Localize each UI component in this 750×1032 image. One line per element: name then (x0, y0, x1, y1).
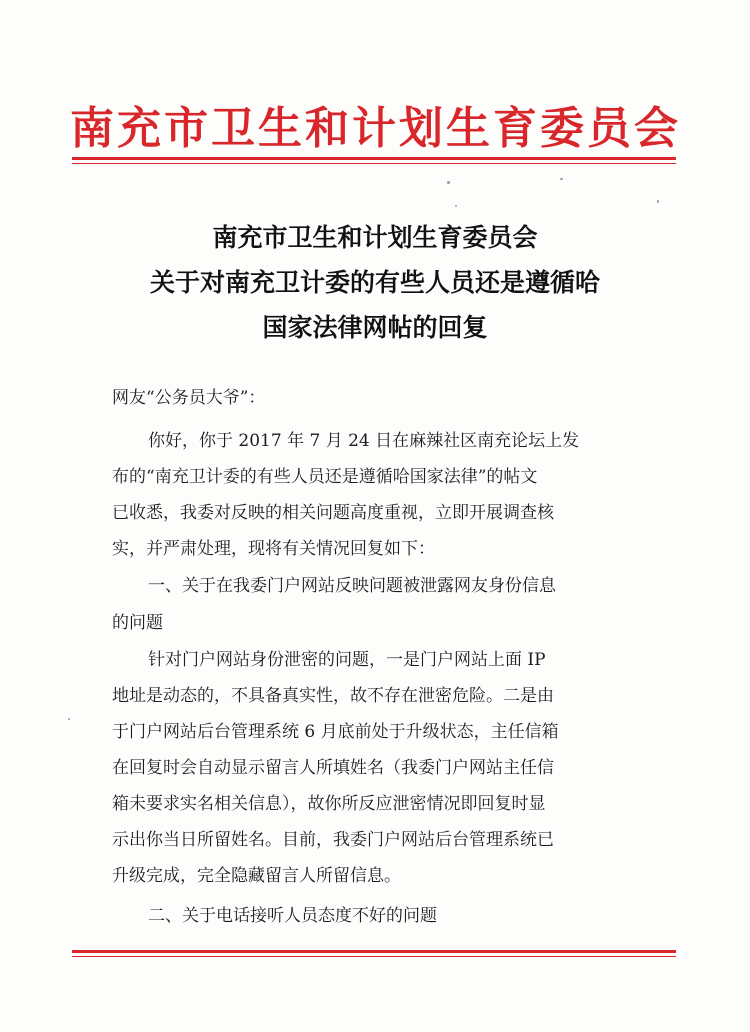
para2-line-1: 针对门户网站身份泄密的问题，一是门户网站上面 IP (148, 650, 546, 670)
footer-rule-thick (72, 950, 676, 953)
para2-line-2: 地址是动态的，不具备真实性，故不存在泄密危险。二是由 (112, 686, 554, 706)
para2-line-7: 升级完成，完全隐藏留言人所留信息。 (112, 866, 401, 886)
para1-line-4: 实，并严肃处理，现将有关情况回复如下： (112, 539, 435, 559)
para2-line-3: 于门户网站后台管理系统 6 月底前处于升级状态，主任信箱 (112, 722, 559, 742)
scan-speck (560, 178, 563, 180)
heading1-line-2: 的问题 (112, 613, 163, 633)
scan-speck (447, 181, 450, 184)
scan-speck (657, 200, 659, 203)
scan-speck (455, 205, 457, 207)
letterhead-org-name: 南充市卫生和计划生育委员会 (70, 103, 681, 154)
footer-rule-thin (72, 956, 676, 957)
letter-body (112, 380, 637, 940)
heading1-line-1: 一、关于在我委门户网站反映问题被泄露网友身份信息 (148, 576, 556, 596)
para2-line-5: 箱未要求实名相关信息），故你所反应泄密情况即回复时显 (112, 794, 546, 814)
letterhead-rule-thin (72, 163, 676, 164)
para1-line-1: 你好，你于 2017 年 7 月 24 日在麻辣社区南充论坛上发 (148, 431, 580, 451)
doc-title-line-1: 南充市卫生和计划生育委员会 (212, 223, 538, 252)
para1-line-3: 已收悉，我委对反映的相关问题高度重视，立即开展调查核 (112, 503, 554, 523)
para2-line-4: 在回复时会自动显示留言人所填姓名（我委门户网站主任信 (112, 758, 554, 778)
para2-line-6: 示出你当日所留姓名。目前，我委门户网站后台管理系统已 (112, 830, 554, 850)
doc-title-line-2: 关于对南充卫计委的有些人员还是遵循哈 (149, 268, 600, 297)
heading2: 二、关于电话接听人员态度不好的问题 (148, 906, 437, 926)
para1-line-2: 布的“南充卫计委的有些人员还是遵循哈国家法律”的帖文 (112, 467, 538, 487)
salutation: 网友“公务员大爷”： (112, 388, 266, 408)
doc-title-line-3: 国家法律网帖的回复 (262, 313, 488, 342)
letterhead-rule-thick (72, 157, 676, 160)
scan-speck (68, 718, 70, 720)
